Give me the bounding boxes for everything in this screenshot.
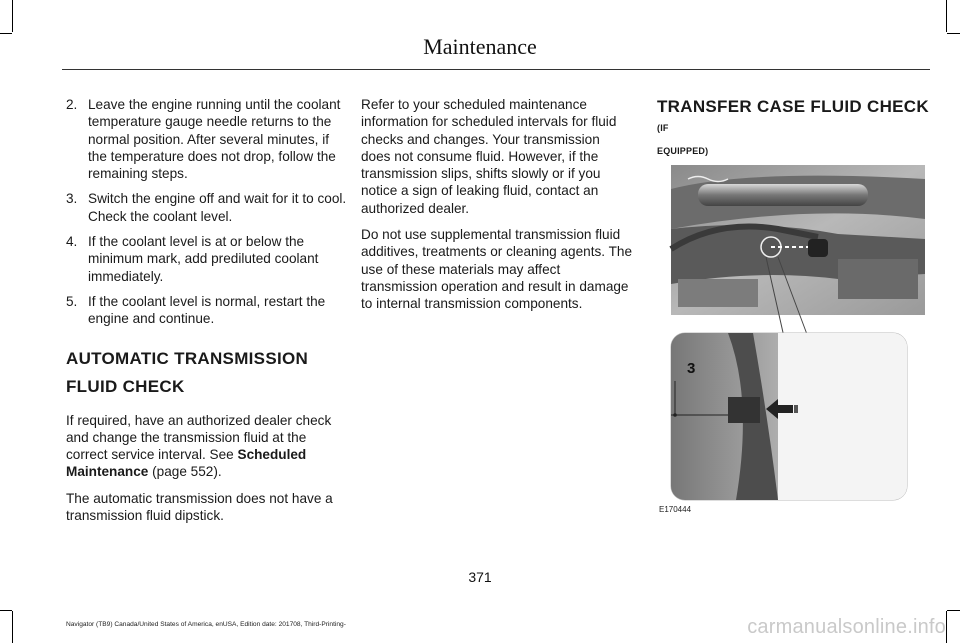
crop-mark-bl-h: [0, 610, 12, 611]
crop-mark-bl-v: [12, 611, 13, 643]
heading-line: AUTOMATIC TRANSMISSION: [66, 348, 309, 368]
coolant-steps-list: [66, 96, 350, 328]
header-rule: [62, 69, 930, 70]
column-left: [66, 96, 350, 533]
footer-text: Navigator (TB9) Canada/United States of America, enUSA, Edition date: 201708, Third-Printing-: [66, 621, 346, 628]
column-middle: [361, 96, 633, 322]
step-text: Leave the engine running until the coolant temperature gauge needle returns to the normal position. After several minutes, if the temperature does not drop, follow the remaining steps.: [88, 97, 341, 182]
heading-suffix: EQUIPPED): [657, 146, 709, 157]
crop-mark-br-h: [947, 610, 960, 611]
step-item: [66, 190, 350, 225]
step-item: [66, 293, 350, 328]
paragraph-text: If required, have an authorized dealer check and change the transmission fluid at the correct service interval. See: [66, 412, 332, 463]
section-heading-transfer-case: [657, 96, 932, 161]
step-number: 2.: [66, 97, 78, 112]
column-right: [657, 96, 932, 161]
page-number: 371: [468, 569, 492, 585]
watermark: carmanualsonline.info: [747, 616, 946, 638]
heading-text: TRANSFER CASE FLUID CHECK: [657, 97, 929, 116]
heading-suffix: (IF: [657, 123, 669, 133]
figure-code: E170444: [659, 505, 692, 514]
heading-line: FLUID CHECK: [66, 376, 185, 396]
crop-mark-tl-v: [12, 0, 13, 32]
paragraph: Do not use supplemental transmission fluid additives, treatments or cleaning agents. The use of these materials may affect transmission operation and result in damage to internal transmission components.: [361, 227, 633, 312]
crop-mark-tr-v: [946, 0, 947, 32]
step-number: 3.: [66, 191, 78, 207]
transfer-case-figure: [658, 159, 928, 504]
paragraph: The automatic transmission does not have a transmission fluid dipstick.: [66, 490, 333, 524]
step-text: If the coolant level is normal, restart the engine and continue.: [88, 293, 326, 327]
crop-mark-br-v: [946, 611, 947, 643]
page-header-title: Maintenance: [423, 34, 537, 59]
callout-number: 3: [687, 360, 696, 377]
section-heading-automatic-transmission: [66, 348, 350, 398]
step-text: If the coolant level is at or below the minimum mark, add prediluted coolant immediately.: [88, 234, 319, 284]
step-number: 5.: [66, 293, 78, 309]
step-item: [66, 96, 350, 182]
step-text: Switch the engine off and wait for it to cool. Check the coolant level.: [88, 191, 347, 224]
step-item: [66, 233, 350, 285]
cross-reference-link[interactable]: Scheduled Maintenance: [66, 447, 307, 480]
paragraph: Refer to your scheduled maintenance information for scheduled intervals for fluid checks and changes. Your transmission does not consume fluid. However, if the transmission slips, shifts slowly or if you notice a sign of leaking fluid, contact an authorized dealer.: [361, 97, 617, 216]
transfer-case-illustration: [658, 159, 928, 504]
paragraph-text: (page 552).: [148, 464, 222, 480]
step-number: 4.: [66, 234, 78, 250]
paragraph: [66, 412, 350, 481]
